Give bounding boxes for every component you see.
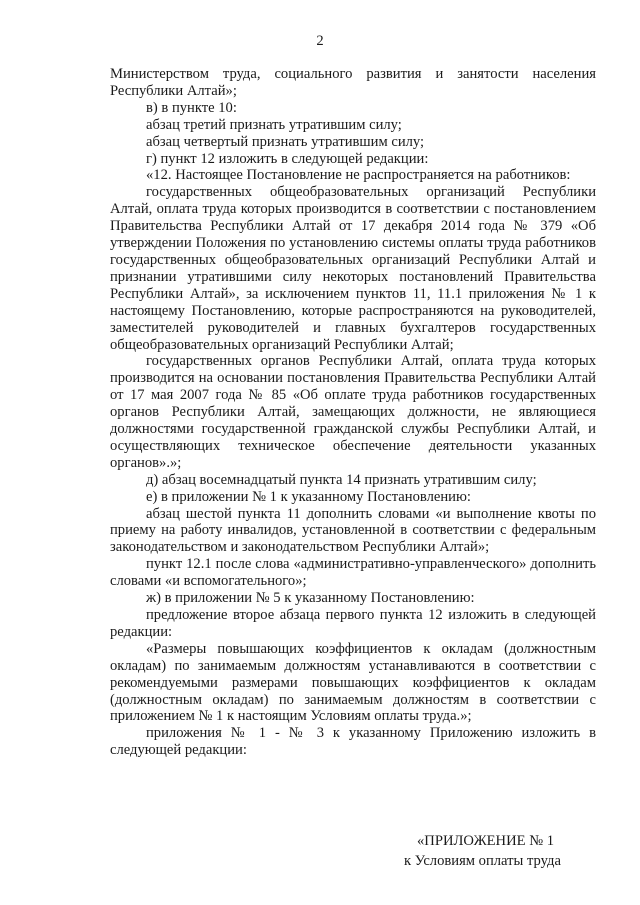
paragraph-point-12: «12. Настоящее Постановление не распространяется на работников: [146,167,571,184]
paragraph-item-v: в) в пункте 10: [146,99,237,116]
appendix-subheading: к Условиям оплаты труда [404,853,561,869]
paragraph-point-12-1: пункт 12.1 после слова «административно-управленческого» дополнить словами «и вспомогательного»; [110,556,596,590]
paragraph-state-bodies: государственных органов Республики Алтай, оплата труда которых производится на основании постановления Правительства Республики Алтай от 17 мая 2007 года № 85 «Об оплате труда работников государственных органов Республики Алтай, замещающих должности, не являющиеся должностями государственной гражданской службы Республики Алтай, и осуществляющих техническое обеспечение деятельности указанных органов».»; [110,353,596,471]
appendix-heading: «ПРИЛОЖЕНИЕ № 1 [417,833,555,849]
paragraph-item-zh: ж) в приложении № 5 к указанному Постановлению: [146,590,475,607]
paragraph-abzac-6: абзац шестой пункта 11 дополнить словами «и выполнение квоты по приему на работу инвалидов, установленной в соответствии с федеральным законодательством и законодательством Республики Алтай»; [110,505,596,556]
paragraph-coefficients: «Размеры повышающих коэффициентов к окладам (должностным окладам) по занимаемым должностям устанавливаются в соответствии с рекомендуемыми размерами повышающих коэффициентов к окладам (должностным окладам) по занимаемым должностям в соответствии с приложением № 1 к настоящим Условиям оплаты труда.»; [110,640,596,725]
paragraph-abzac-3: абзац третий признать утратившим силу; [146,116,402,133]
document-body [110,66,596,759]
paragraph-item-g: г) пункт 12 изложить в следующей редакции: [146,150,429,167]
paragraph-item-d: д) абзац восемнадцатый пункта 14 признать утратившим силу; [146,471,537,488]
paragraph-sentence-two: предложение второе абзаца первого пункта 12 изложить в следующей редакции: [110,607,596,640]
paragraph-educational-orgs: государственных общеобразовательных организаций Республики Алтай, оплата труда которых производится в соответствии с постановлением Правительства Республики Алтай от 17 декабря 2014 года № 379 «Об утверждении Положения по установлению системы оплаты труда работников государственных общеобразовательных организаций Республики Алтай и признании утратившими силу некоторых постановлений Правительства Республики Алтай», за исключением пунктов 11, 11.1 приложения № 1 к настоящему Постановлению, которые распространяются на руководителей, заместителей руководителей и главных бухгалтеров государственных общеобразовательных организаций Республики Алтай; [110,184,596,353]
paragraph-appendices: приложения № 1 - № 3 к указанному Приложению изложить в следующей редакции: [110,725,596,759]
paragraph-abzac-4: абзац четвертый признать утратившим силу; [146,133,425,150]
paragraph-continuation: Министерством труда, социального развития и занятости населения Республики Алтай»; [110,66,596,99]
page-number: 2 [316,33,324,49]
paragraph-item-e: е) в приложении № 1 к указанному Постановлению: [146,488,471,505]
